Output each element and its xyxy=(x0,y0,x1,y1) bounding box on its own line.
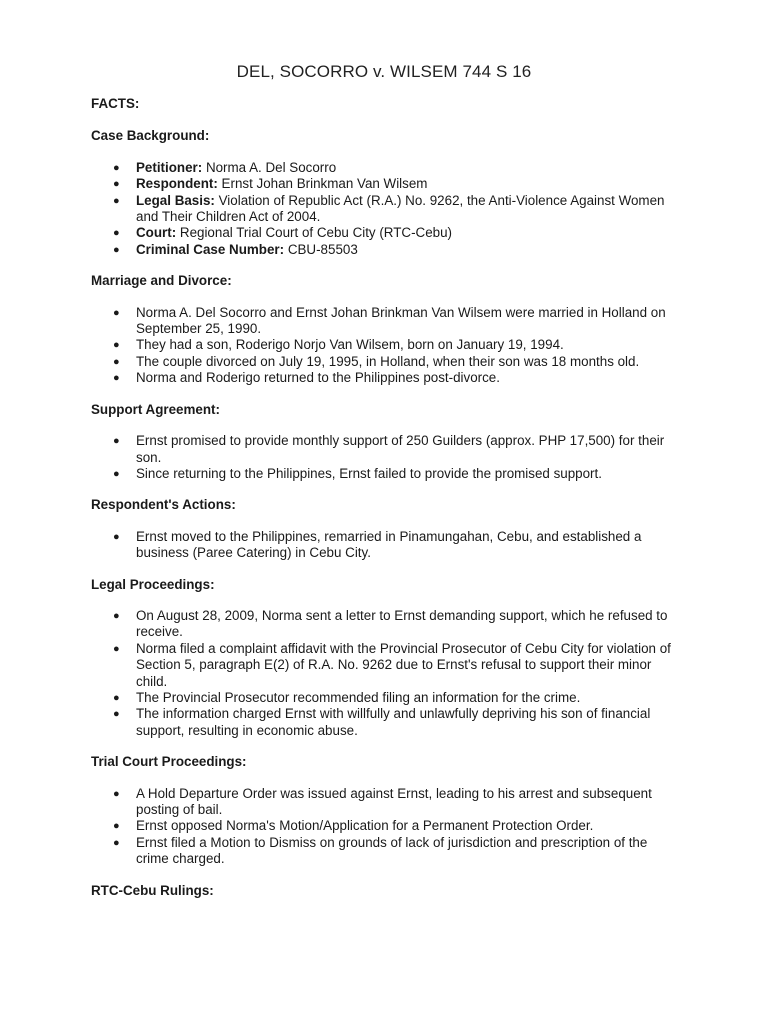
item-label: Criminal Case Number: xyxy=(136,241,285,257)
item-text: Ernst promised to provide monthly support of 250 Guilders (approx. PHP 17,500) for their son. xyxy=(136,433,665,465)
item-text: The Provincial Prosecutor recommended filing an information for the crime. xyxy=(136,689,581,705)
section-heading: Support Agreement: xyxy=(91,401,220,417)
item-text: Norma and Roderigo returned to the Philippines post-divorce. xyxy=(136,370,500,386)
bullet-icon: ● xyxy=(113,243,120,256)
bullet-icon: ● xyxy=(113,194,120,207)
list-item xyxy=(91,706,681,739)
bullet-icon: ● xyxy=(113,691,120,704)
list-item xyxy=(91,337,681,353)
bullet-list xyxy=(91,608,681,739)
section-heading: RTC-Cebu Rulings: xyxy=(91,882,214,898)
document-title: DEL, SOCORRO v. WILSEM 744 S 16 xyxy=(236,62,532,81)
item-label: Legal Basis: xyxy=(136,192,215,208)
item-text: Ernst filed a Motion to Dismiss on grounds of lack of jurisdiction and prescription of the crime charged. xyxy=(136,834,648,867)
bullet-icon: ● xyxy=(113,161,120,174)
bullet-icon: ● xyxy=(113,372,120,385)
section-heading: Legal Proceedings: xyxy=(91,576,215,592)
list-item xyxy=(91,193,681,226)
bullet-icon: ● xyxy=(113,467,120,480)
item-text: Ernst Johan Brinkman Van Wilsem xyxy=(217,176,428,192)
bullet-icon: ● xyxy=(113,306,120,319)
item-text: Violation of Republic Act (R.A.) No. 9262, the Anti-Violence Against Women and Their Children Act of 2004. xyxy=(136,192,665,225)
bullet-icon: ● xyxy=(113,178,120,191)
bullet-list xyxy=(91,160,681,258)
bullet-icon: ● xyxy=(113,355,120,368)
document-body xyxy=(91,96,681,899)
section-heading: Marriage and Divorce: xyxy=(91,273,232,289)
bullet-icon: ● xyxy=(113,227,120,240)
bullet-list xyxy=(91,786,681,868)
bullet-list xyxy=(91,529,681,562)
list-item xyxy=(91,466,681,482)
section-heading: Respondent's Actions: xyxy=(91,497,236,513)
item-text: On August 28, 2009, Norma sent a letter to Ernst demanding support, which he refused to receive. xyxy=(136,607,668,640)
list-item xyxy=(91,176,681,192)
item-text: Ernst moved to the Philippines, remarried in Pinamungahan, Cebu, and established a business (Paree Catering) in Cebu City. xyxy=(136,528,642,561)
section-heading: Case Background: xyxy=(91,128,210,144)
bullet-list xyxy=(91,433,681,482)
list-item xyxy=(91,608,681,641)
list-item xyxy=(91,433,681,466)
item-text: Norma A. Del Socorro and Ernst Johan Brinkman Van Wilsem were married in Holland on September 25, 1990. xyxy=(136,304,666,337)
item-text: Norma filed a complaint affidavit with the Provincial Prosecutor of Cebu City for violation of Section 5, paragraph E(2) of R.A. No. 9262 due to Ernst's refusal to support their minor child. xyxy=(136,640,671,689)
list-item xyxy=(91,242,681,258)
list-item xyxy=(91,690,681,706)
facts-heading: FACTS: xyxy=(91,96,140,111)
bullet-icon: ● xyxy=(113,339,120,352)
list-item xyxy=(91,835,681,868)
item-text: Norma A. Del Socorro xyxy=(202,159,337,175)
bullet-icon: ● xyxy=(113,787,120,800)
item-text: The couple divorced on July 19, 1995, in Holland, when their son was 18 months old. xyxy=(136,353,640,369)
section-heading: Trial Court Proceedings: xyxy=(91,754,247,770)
item-text: They had a son, Roderigo Norjo Van Wilsem, born on January 19, 1994. xyxy=(136,337,564,353)
bullet-icon: ● xyxy=(113,836,120,849)
item-text: A Hold Departure Order was issued against Ernst, leading to his arrest and subsequent posting of bail. xyxy=(136,785,652,817)
item-text: Ernst opposed Norma's Motion/Application for a Permanent Protection Order. xyxy=(136,818,594,834)
list-item xyxy=(91,641,681,690)
list-item xyxy=(91,225,681,241)
bullet-icon: ● xyxy=(113,435,120,448)
bullet-icon: ● xyxy=(113,609,120,622)
bullet-list xyxy=(91,305,681,387)
list-item xyxy=(91,786,681,819)
item-text: Since returning to the Philippines, Ernst failed to provide the promised support. xyxy=(136,465,602,481)
item-text: Regional Trial Court of Cebu City (RTC-Cebu) xyxy=(176,225,453,241)
list-item xyxy=(91,354,681,370)
bullet-icon: ● xyxy=(113,642,120,655)
bullet-icon: ● xyxy=(113,708,120,721)
list-item xyxy=(91,305,681,338)
item-text: The information charged Ernst with willfully and unlawfully depriving his son of financial support, resulting in economic abuse. xyxy=(136,706,651,738)
list-item xyxy=(91,529,681,562)
item-text: CBU-85503 xyxy=(284,241,358,257)
list-item xyxy=(91,160,681,176)
bullet-icon: ● xyxy=(113,530,120,543)
item-label: Court: xyxy=(136,225,177,241)
item-label: Respondent: xyxy=(136,176,218,192)
bullet-icon: ● xyxy=(113,820,120,833)
item-label: Petitioner: xyxy=(136,159,203,175)
list-item xyxy=(91,818,681,834)
list-item xyxy=(91,370,681,386)
